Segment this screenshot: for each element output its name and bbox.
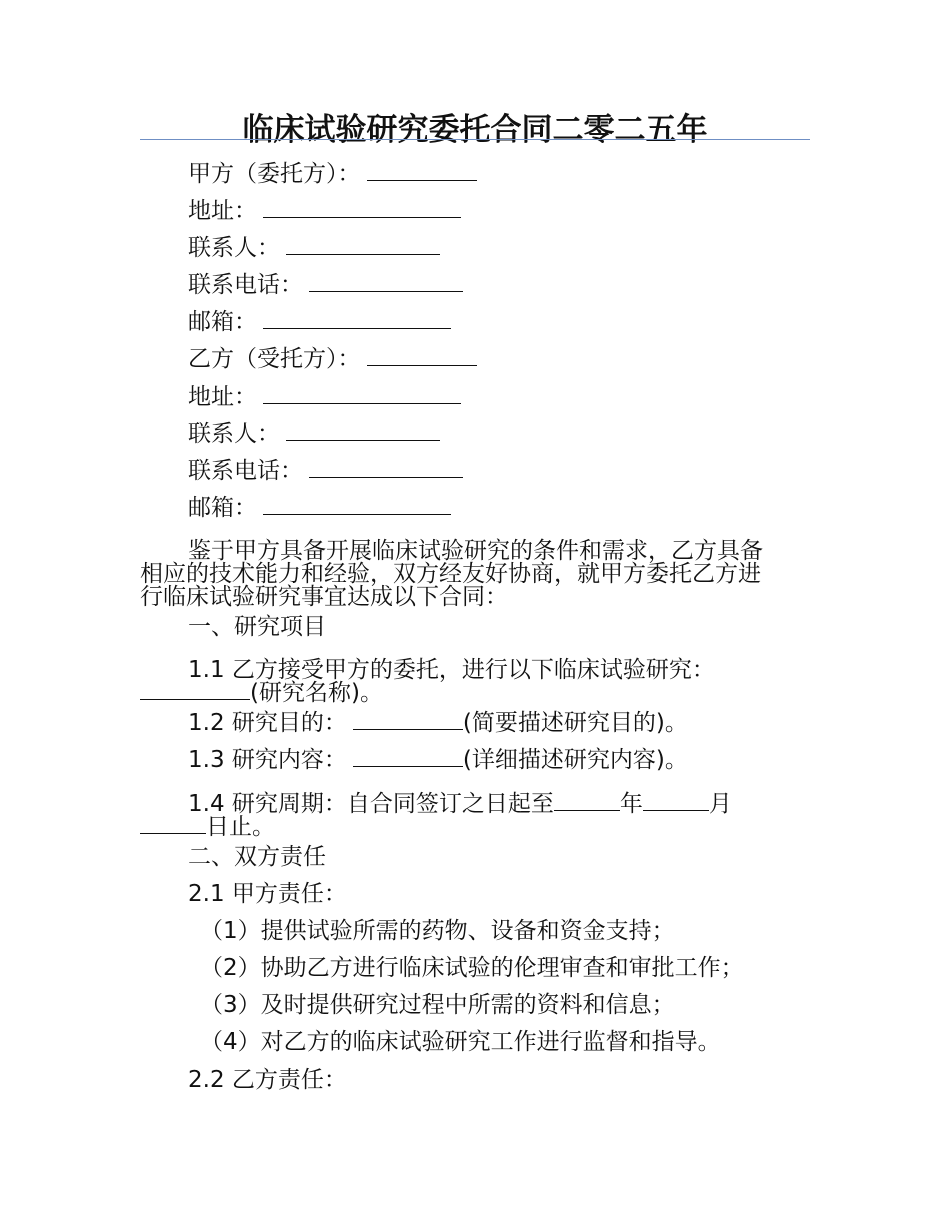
party-b-email-label: 邮箱：: [188, 495, 257, 521]
end-month-blank: [643, 789, 709, 811]
clause-1-2-suffix: (简要描述研究目的)。: [462, 710, 688, 736]
party-a-contact-line: [188, 230, 440, 267]
party-a-email-blank: [263, 307, 451, 329]
clause-1-4-month: 月: [708, 791, 732, 817]
party-b-email-line: [188, 490, 451, 527]
party-a-name-label: 甲方（委托方）：: [188, 161, 361, 187]
preamble-line-2: 相应的技术能力和经验，双方经友好协商，就甲方委托乙方进: [140, 561, 761, 587]
end-day-blank: [140, 812, 206, 834]
clause-1-4-year: 年: [619, 791, 643, 817]
party-a-phone-line: [188, 267, 463, 304]
party-a-email-line: [188, 304, 451, 341]
end-year-blank: [554, 789, 620, 811]
party-a-duty-2: （2）协助乙方进行临床试验的伦理审查和审批工作；: [200, 955, 744, 981]
party-a-duty-1: （1）提供试验所需的药物、设备和资金支持；: [200, 918, 675, 944]
party-a-name-line: [188, 156, 477, 193]
clause-1-1-line-2: [140, 674, 383, 707]
clause-2-1: 2.1 甲方责任：: [188, 881, 347, 907]
clause-1-4-label: 1.4 研究周期：自合同签订之日起至: [188, 791, 554, 817]
clause-1-4-day: 日止。: [206, 814, 275, 840]
clause-1-1-line-1: 1.1 乙方接受甲方的委托，进行以下临床试验研究：: [188, 657, 715, 683]
party-a-contact-label: 联系人：: [188, 235, 280, 261]
party-a-address-line: [188, 193, 461, 230]
research-content-blank: [353, 745, 463, 767]
clause-1-3-suffix: (详细描述研究内容)。: [462, 747, 688, 773]
clause-1-2-label: 1.2 研究目的：: [188, 710, 347, 736]
research-name-blank: [140, 678, 250, 700]
clause-1-2: [188, 705, 688, 742]
clause-2-2: 2.2 乙方责任：: [188, 1067, 347, 1093]
party-a-address-label: 地址：: [188, 198, 257, 224]
preamble-line-3: 行临床试验研究事宜达成以下合同：: [140, 584, 508, 610]
party-a-contact-blank: [286, 233, 440, 255]
party-a-email-label: 邮箱：: [188, 309, 257, 335]
clause-1-3: [188, 742, 688, 779]
party-b-name-blank: [367, 344, 477, 366]
party-b-address-blank: [263, 382, 461, 404]
party-b-name-line: [188, 341, 477, 378]
party-a-address-blank: [263, 196, 461, 218]
party-a-duty-4: （4）对乙方的临床试验研究工作进行监督和指导。: [200, 1029, 721, 1055]
section-2-heading: 二、双方责任: [188, 844, 326, 870]
party-b-address-line: [188, 379, 461, 416]
party-b-address-label: 地址：: [188, 384, 257, 410]
clause-1-3-label: 1.3 研究内容：: [188, 747, 347, 773]
party-a-duty-3: （3）及时提供研究过程中所需的资料和信息；: [200, 992, 675, 1018]
party-b-name-label: 乙方（受托方）：: [188, 346, 361, 372]
party-a-name-blank: [367, 159, 477, 181]
party-b-contact-line: [188, 416, 440, 453]
party-a-phone-blank: [309, 270, 463, 292]
party-b-contact-blank: [286, 419, 440, 441]
section-1-heading: 一、研究项目: [188, 614, 326, 640]
research-purpose-blank: [353, 708, 463, 730]
party-b-email-blank: [263, 493, 451, 515]
title-underline: [140, 139, 810, 140]
party-b-phone-label: 联系电话：: [188, 458, 303, 484]
party-b-phone-line: [188, 453, 463, 490]
document-title: 临床试验研究委托合同二零二五年: [242, 112, 708, 148]
party-b-phone-blank: [309, 456, 463, 478]
preamble-line-1: 鉴于甲方具备开展临床试验研究的条件和需求，乙方具备: [188, 538, 763, 564]
party-a-phone-label: 联系电话：: [188, 272, 303, 298]
party-b-contact-label: 联系人：: [188, 421, 280, 447]
clause-1-4-line-2: [140, 808, 275, 841]
clause-1-1-suffix: (研究名称)。: [250, 680, 383, 706]
